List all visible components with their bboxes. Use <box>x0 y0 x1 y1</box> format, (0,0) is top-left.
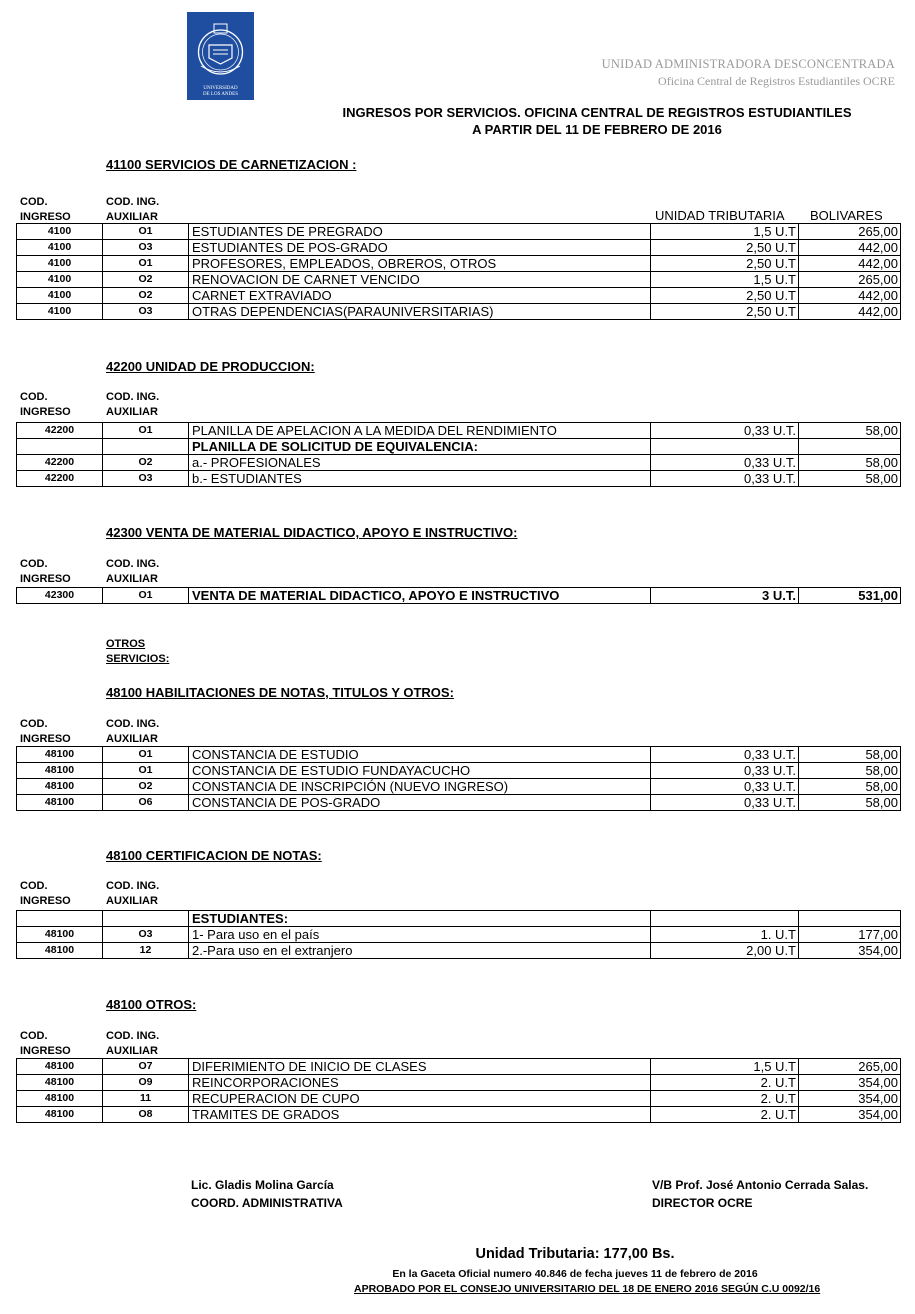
signature-left-name: Lic. Gladis Molina García <box>191 1178 334 1192</box>
cell-bolivares: 531,00 <box>799 588 901 604</box>
signature-right <box>652 1176 868 1212</box>
cell-cod-auxiliar: 11 <box>103 1091 189 1107</box>
col-header-aux: COD. ING. AUXILIAR <box>106 196 160 223</box>
table-row <box>17 1091 901 1107</box>
cell-unidad-tributaria: 2,00 U.T <box>651 943 799 959</box>
table-row <box>17 224 901 240</box>
table-row <box>17 588 901 604</box>
approval-note: APROBADO POR EL CONSEJO UNIVERSITARIO DEL 18 DE ENERO 2016 SEGÚN C.U 0092/16 <box>354 1283 821 1295</box>
cell-description: PROFESORES, EMPLEADOS, OBREROS, OTROS <box>189 256 651 272</box>
cell-cod-ingreso: 48100 <box>17 763 103 779</box>
gaceta-note: En la Gaceta Oficial numero 40.846 de fecha jueves 11 de febrero de 2016 <box>392 1268 758 1280</box>
table-row <box>17 763 901 779</box>
cell-unidad-tributaria <box>651 439 799 455</box>
col-header-aux: COD. ING. AUXILIAR <box>106 718 160 745</box>
section-title: 48100 CERTIFICACION DE NOTAS: <box>106 848 322 863</box>
cell-cod-ingreso: 48100 <box>17 779 103 795</box>
signature-right-name: V/B Prof. José Antonio Cerrada Salas. <box>652 1178 869 1192</box>
col-header-bs: BOLIVARES <box>810 208 883 223</box>
cell-cod-ingreso: 4100 <box>17 288 103 304</box>
cell-unidad-tributaria: 3 U.T. <box>651 588 799 604</box>
table-row <box>17 911 901 927</box>
table-row <box>17 779 901 795</box>
cell-description: VENTA DE MATERIAL DIDACTICO, APOYO E INSTRUCTIVO <box>189 588 651 604</box>
cell-cod-ingreso: 48100 <box>17 927 103 943</box>
cell-unidad-tributaria: 0,33 U.T. <box>651 455 799 471</box>
cell-description: CARNET EXTRAVIADO <box>189 288 651 304</box>
cell-cod-auxiliar <box>103 911 189 927</box>
cell-description: REINCORPORACIONES <box>189 1075 651 1091</box>
cell-unidad-tributaria: 0,33 U.T. <box>651 779 799 795</box>
cell-description: PLANILLA DE APELACION A LA MEDIDA DEL RENDIMIENTO <box>189 423 651 439</box>
cell-cod-ingreso: 4100 <box>17 224 103 240</box>
cell-bolivares: 442,00 <box>799 256 901 272</box>
cell-cod-ingreso: 4100 <box>17 304 103 320</box>
cell-unidad-tributaria: 2. U.T <box>651 1107 799 1123</box>
table-row <box>17 439 901 455</box>
col-header-cod: COD. INGRESO <box>20 558 71 585</box>
section-title: 42200 UNIDAD DE PRODUCCION: <box>106 359 315 374</box>
cell-cod-ingreso: 42200 <box>17 471 103 487</box>
table-row <box>17 423 901 439</box>
cell-bolivares: 58,00 <box>799 747 901 763</box>
cell-cod-auxiliar: O3 <box>103 240 189 256</box>
cell-cod-auxiliar <box>103 439 189 455</box>
cell-cod-auxiliar: O9 <box>103 1075 189 1091</box>
cell-cod-auxiliar: O7 <box>103 1059 189 1075</box>
cell-cod-ingreso: 42200 <box>17 423 103 439</box>
table-row <box>17 1059 901 1075</box>
cell-bolivares: 177,00 <box>799 927 901 943</box>
logo-text-2: DE LOS ANDES <box>202 92 238 97</box>
cell-description: DIFERIMIENTO DE INICIO DE CLASES <box>189 1059 651 1075</box>
fees-table <box>16 422 901 487</box>
cell-description: 1- Para uso en el país <box>189 927 651 943</box>
table-row <box>17 304 901 320</box>
cell-bolivares: 58,00 <box>799 455 901 471</box>
signature-left-role: COORD. ADMINISTRATIVA <box>191 1196 343 1210</box>
cell-cod-ingreso <box>17 911 103 927</box>
cell-bolivares <box>799 439 901 455</box>
table-row <box>17 1107 901 1123</box>
col-header-cod: COD. INGRESO <box>20 1030 71 1057</box>
col-header-cod: COD. INGRESO <box>20 880 71 907</box>
fees-table <box>16 910 901 959</box>
cell-cod-auxiliar: O6 <box>103 795 189 811</box>
cell-bolivares: 58,00 <box>799 471 901 487</box>
cell-unidad-tributaria: 0,33 U.T. <box>651 763 799 779</box>
cell-cod-auxiliar: O1 <box>103 256 189 272</box>
cell-cod-ingreso: 4100 <box>17 256 103 272</box>
cell-unidad-tributaria: 1,5 U.T <box>651 272 799 288</box>
cell-cod-ingreso: 48100 <box>17 795 103 811</box>
cell-unidad-tributaria: 2,50 U.T <box>651 256 799 272</box>
cell-cod-auxiliar: O1 <box>103 747 189 763</box>
cell-description: 2.-Para uso en el extranjero <box>189 943 651 959</box>
fees-table <box>16 1058 901 1123</box>
section-title: 41100 SERVICIOS DE CARNETIZACION : <box>106 157 357 172</box>
section-title: 48100 HABILITACIONES DE NOTAS, TITULOS Y OTROS: <box>106 685 454 700</box>
cell-description: CONSTANCIA DE ESTUDIO <box>189 747 651 763</box>
cell-bolivares: 442,00 <box>799 304 901 320</box>
cell-unidad-tributaria: 2,50 U.T <box>651 240 799 256</box>
cell-description: CONSTANCIA DE INSCRIPCIÓN (NUEVO INGRESO) <box>189 779 651 795</box>
fees-table <box>16 223 901 320</box>
cell-bolivares: 265,00 <box>799 1059 901 1075</box>
cell-cod-auxiliar: O2 <box>103 779 189 795</box>
cell-bolivares: 442,00 <box>799 288 901 304</box>
cell-unidad-tributaria: 1. U.T <box>651 927 799 943</box>
cell-cod-auxiliar: O3 <box>103 304 189 320</box>
cell-description: a.- PROFESIONALES <box>189 455 651 471</box>
table-row <box>17 943 901 959</box>
cell-bolivares <box>799 911 901 927</box>
col-header-aux: COD. ING. AUXILIAR <box>106 1030 160 1057</box>
table-row <box>17 1075 901 1091</box>
cell-cod-auxiliar: O3 <box>103 927 189 943</box>
section-title: 48100 OTROS: <box>106 997 197 1012</box>
unidad-tributaria-value: Unidad Tributaria: 177,00 Bs. <box>475 1246 675 1262</box>
col-header-aux: COD. ING. AUXILIAR <box>106 880 160 907</box>
cell-unidad-tributaria: 2. U.T <box>651 1091 799 1107</box>
cell-unidad-tributaria: 0,33 U.T. <box>651 747 799 763</box>
cell-cod-ingreso: 42200 <box>17 455 103 471</box>
cell-description: RENOVACION DE CARNET VENCIDO <box>189 272 651 288</box>
cell-description: ESTUDIANTES DE POS-GRADO <box>189 240 651 256</box>
fees-table <box>16 746 901 811</box>
cell-cod-ingreso: 48100 <box>17 1075 103 1091</box>
cell-cod-auxiliar: O1 <box>103 588 189 604</box>
page-title: INGRESOS POR SERVICIOS. OFICINA CENTRAL DE REGISTROS ESTUDIANTILES <box>342 105 852 120</box>
cell-cod-auxiliar: 12 <box>103 943 189 959</box>
logo-text-1: UNIVERSIDAD <box>203 86 238 91</box>
col-header-cod: COD. INGRESO <box>20 196 71 223</box>
table-row <box>17 288 901 304</box>
cell-cod-ingreso: 48100 <box>17 747 103 763</box>
table-row <box>17 272 901 288</box>
cell-bolivares: 354,00 <box>799 1075 901 1091</box>
cell-description: TRAMITES DE GRADOS <box>189 1107 651 1123</box>
table-row <box>17 455 901 471</box>
cell-cod-ingreso: 48100 <box>17 1059 103 1075</box>
col-header-aux: COD. ING. AUXILIAR <box>106 391 160 418</box>
table-row <box>17 795 901 811</box>
cell-description: OTRAS DEPENDENCIAS(PARAUNIVERSITARIAS) <box>189 304 651 320</box>
cell-bolivares: 354,00 <box>799 1107 901 1123</box>
cell-bolivares: 442,00 <box>799 240 901 256</box>
cell-cod-ingreso: 4100 <box>17 240 103 256</box>
signature-right-role: DIRECTOR OCRE <box>652 1196 753 1210</box>
cell-bolivares: 58,00 <box>799 763 901 779</box>
cell-cod-auxiliar: O8 <box>103 1107 189 1123</box>
office-name: Oficina Central de Registros Estudiantiles OCRE <box>658 74 895 88</box>
cell-unidad-tributaria: 2,50 U.T <box>651 288 799 304</box>
university-seal-icon <box>187 12 254 86</box>
cell-bolivares: 58,00 <box>799 779 901 795</box>
cell-cod-auxiliar: O1 <box>103 224 189 240</box>
cell-unidad-tributaria: 1,5 U.T <box>651 224 799 240</box>
cell-bolivares: 354,00 <box>799 943 901 959</box>
otros-servicios-label: OTROS SERVICIOS: <box>106 638 170 665</box>
cell-unidad-tributaria: 0,33 U.T. <box>651 795 799 811</box>
table-row <box>17 256 901 272</box>
cell-cod-auxiliar: O1 <box>103 763 189 779</box>
table-row <box>17 747 901 763</box>
cell-cod-ingreso: 48100 <box>17 943 103 959</box>
cell-cod-ingreso: 48100 <box>17 1107 103 1123</box>
cell-description: ESTUDIANTES DE PREGRADO <box>189 224 651 240</box>
col-header-cod: COD. INGRESO <box>20 718 71 745</box>
table-row <box>17 927 901 943</box>
cell-description: PLANILLA DE SOLICITUD DE EQUIVALENCIA: <box>189 439 651 455</box>
cell-bolivares: 265,00 <box>799 224 901 240</box>
section-title: 42300 VENTA DE MATERIAL DIDACTICO, APOYO E INSTRUCTIVO: <box>106 525 518 540</box>
cell-description: CONSTANCIA DE ESTUDIO FUNDAYACUCHO <box>189 763 651 779</box>
cell-unidad-tributaria: 2,50 U.T <box>651 304 799 320</box>
cell-unidad-tributaria: 2. U.T <box>651 1075 799 1091</box>
cell-unidad-tributaria: 1,5 U.T <box>651 1059 799 1075</box>
cell-cod-ingreso: 4100 <box>17 272 103 288</box>
col-header-ut: UNIDAD TRIBUTARIA <box>655 208 785 223</box>
cell-cod-auxiliar: O2 <box>103 272 189 288</box>
cell-bolivares: 58,00 <box>799 795 901 811</box>
fees-table <box>16 587 901 604</box>
cell-description: b.- ESTUDIANTES <box>189 471 651 487</box>
cell-bolivares: 265,00 <box>799 272 901 288</box>
cell-unidad-tributaria: 0,33 U.T. <box>651 423 799 439</box>
cell-bolivares: 58,00 <box>799 423 901 439</box>
cell-cod-auxiliar: O3 <box>103 471 189 487</box>
cell-unidad-tributaria <box>651 911 799 927</box>
cell-unidad-tributaria: 0,33 U.T. <box>651 471 799 487</box>
cell-cod-auxiliar: O2 <box>103 288 189 304</box>
cell-description: ESTUDIANTES: <box>189 911 651 927</box>
cell-cod-auxiliar: O2 <box>103 455 189 471</box>
table-row <box>17 471 901 487</box>
cell-cod-ingreso: 48100 <box>17 1091 103 1107</box>
cell-cod-auxiliar: O1 <box>103 423 189 439</box>
page-subtitle: A PARTIR DEL 11 DE FEBRERO DE 2016 <box>472 122 722 137</box>
institution-name: UNIDAD ADMINISTRADORA DESCONCENTRADA <box>601 57 895 71</box>
cell-cod-ingreso <box>17 439 103 455</box>
col-header-cod: COD. INGRESO <box>20 391 71 418</box>
university-logo <box>187 12 254 100</box>
cell-description: RECUPERACION DE CUPO <box>189 1091 651 1107</box>
cell-description: CONSTANCIA DE POS-GRADO <box>189 795 651 811</box>
table-row <box>17 240 901 256</box>
signature-left <box>191 1176 343 1212</box>
cell-cod-ingreso: 42300 <box>17 588 103 604</box>
cell-bolivares: 354,00 <box>799 1091 901 1107</box>
col-header-aux: COD. ING. AUXILIAR <box>106 558 160 585</box>
